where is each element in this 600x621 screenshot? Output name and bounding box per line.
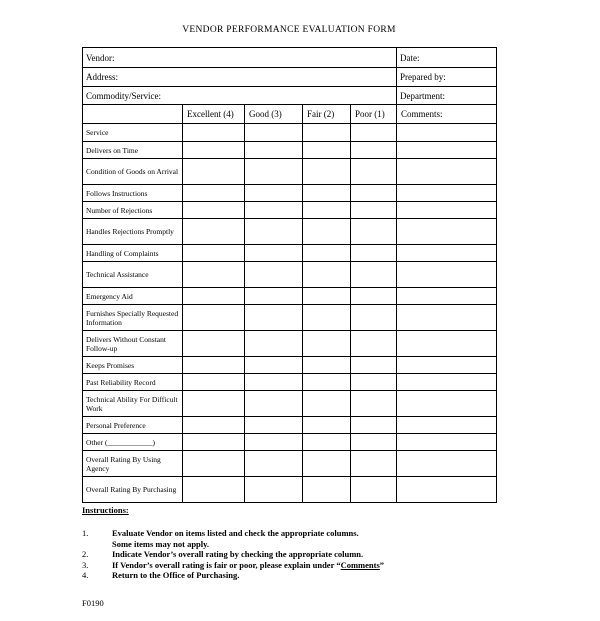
criteria-label: Technical Ability For Difficult Work <box>83 391 183 417</box>
rating-cell-fair[interactable] <box>303 477 351 503</box>
criteria-row <box>83 434 497 451</box>
instruction-item <box>82 560 512 571</box>
rating-cell-good[interactable] <box>245 185 303 202</box>
rating-cell-poor[interactable] <box>351 391 397 417</box>
form-number: F0190 <box>82 598 104 608</box>
rating-cell-fair[interactable] <box>303 357 351 374</box>
criteria-label: Condition of Goods on Arrival <box>83 159 183 185</box>
rating-cell-excellent[interactable] <box>183 417 245 434</box>
date-field[interactable]: Date: <box>397 48 497 68</box>
criteria-label: Handling of Complaints <box>83 245 183 262</box>
address-row <box>83 68 497 87</box>
rating-cell-good[interactable] <box>245 477 303 503</box>
rating-cell-excellent[interactable] <box>183 288 245 305</box>
rating-cell-fair[interactable] <box>303 142 351 159</box>
rating-cell-poor[interactable] <box>351 124 397 142</box>
rating-cell-poor[interactable] <box>351 331 397 357</box>
criteria-label: Overall Rating By Purchasing <box>83 477 183 503</box>
rating-cell-comments[interactable] <box>397 331 497 357</box>
rating-cell-comments[interactable] <box>397 434 497 451</box>
instruction-item <box>82 549 512 560</box>
rating-cell-excellent[interactable] <box>183 159 245 185</box>
rating-cell-comments[interactable] <box>397 417 497 434</box>
instruction-text-continued: Some items may not apply. <box>112 538 210 549</box>
evaluation-table <box>82 47 497 503</box>
rating-cell-poor[interactable] <box>351 451 397 477</box>
rating-cell-poor[interactable] <box>351 434 397 451</box>
column-header-poor: Poor (1) <box>351 105 397 124</box>
rating-cell-good[interactable] <box>245 124 303 142</box>
instructions-section <box>82 505 512 581</box>
rating-cell-poor[interactable] <box>351 142 397 159</box>
rating-cell-good[interactable] <box>245 305 303 331</box>
rating-cell-good[interactable] <box>245 331 303 357</box>
criteria-row <box>83 245 497 262</box>
criteria-row <box>83 331 497 357</box>
rating-cell-good[interactable] <box>245 219 303 245</box>
criteria-label: Number of Rejections <box>83 202 183 219</box>
rating-cell-comments[interactable] <box>397 159 497 185</box>
department-field[interactable]: Department: <box>397 87 497 105</box>
rating-cell-good[interactable] <box>245 374 303 391</box>
rating-cell-excellent[interactable] <box>183 262 245 288</box>
column-header-comments: Comments: <box>397 105 497 124</box>
rating-cell-poor[interactable] <box>351 417 397 434</box>
criteria-row <box>83 142 497 159</box>
rating-cell-fair[interactable] <box>303 124 351 142</box>
rating-cell-comments[interactable] <box>397 391 497 417</box>
rating-cell-poor[interactable] <box>351 288 397 305</box>
rating-cell-excellent[interactable] <box>183 124 245 142</box>
criteria-row <box>83 374 497 391</box>
rating-cell-excellent[interactable] <box>183 391 245 417</box>
criteria-row <box>83 124 497 142</box>
rating-cell-fair[interactable] <box>303 374 351 391</box>
rating-cell-fair[interactable] <box>303 185 351 202</box>
instruction-item <box>82 528 512 549</box>
criteria-label: Delivers on Time <box>83 142 183 159</box>
rating-cell-comments[interactable] <box>397 451 497 477</box>
instruction-number: 1. <box>82 528 89 538</box>
rating-cell-poor[interactable] <box>351 357 397 374</box>
rating-cell-good[interactable] <box>245 262 303 288</box>
rating-cell-comments[interactable] <box>397 477 497 503</box>
rating-cell-comments[interactable] <box>397 142 497 159</box>
criteria-label: Handles Rejections Promptly <box>83 219 183 245</box>
criteria-row <box>83 417 497 434</box>
rating-cell-good[interactable] <box>245 417 303 434</box>
instruction-text: Evaluate Vendor on items listed and check the appropriate columns. <box>112 528 359 538</box>
rating-cell-good[interactable] <box>245 288 303 305</box>
rating-cell-fair[interactable] <box>303 202 351 219</box>
criteria-row <box>83 305 497 331</box>
address-field[interactable]: Address: <box>83 68 397 87</box>
rating-cell-excellent[interactable] <box>183 477 245 503</box>
criteria-row <box>83 451 497 477</box>
comments-keyword: Comments <box>340 559 380 570</box>
criteria-label: Personal Preference <box>83 417 183 434</box>
criteria-row <box>83 477 497 503</box>
rating-cell-good[interactable] <box>245 159 303 185</box>
criteria-label: Service <box>83 124 183 142</box>
rating-cell-comments[interactable] <box>397 288 497 305</box>
instruction-text: Indicate Vendor’s overall rating by checking the appropriate column. <box>112 549 364 559</box>
rating-cell-poor[interactable] <box>351 219 397 245</box>
rating-cell-comments[interactable] <box>397 305 497 331</box>
rating-cell-fair[interactable] <box>303 219 351 245</box>
rating-cell-fair[interactable] <box>303 434 351 451</box>
rating-cell-comments[interactable] <box>397 219 497 245</box>
rating-cell-excellent[interactable] <box>183 305 245 331</box>
criteria-row <box>83 288 497 305</box>
rating-cell-poor[interactable] <box>351 202 397 219</box>
instruction-item <box>82 570 512 581</box>
rating-cell-poor[interactable] <box>351 262 397 288</box>
criteria-row <box>83 159 497 185</box>
column-header-excellent: Excellent (4) <box>183 105 245 124</box>
rating-cell-excellent[interactable] <box>183 202 245 219</box>
column-header-good: Good (3) <box>245 105 303 124</box>
instructions-heading: Instructions: <box>82 505 129 515</box>
criteria-header-cell <box>83 105 183 124</box>
criteria-label: Emergency Aid <box>83 288 183 305</box>
rating-cell-excellent[interactable] <box>183 434 245 451</box>
criteria-label: Delivers Without Constant Follow-up <box>83 331 183 357</box>
criteria-row <box>83 185 497 202</box>
rating-cell-poor[interactable] <box>351 477 397 503</box>
rating-cell-good[interactable] <box>245 451 303 477</box>
rating-cell-good[interactable] <box>245 434 303 451</box>
rating-cell-excellent[interactable] <box>183 357 245 374</box>
form-title: VENDOR PERFORMANCE EVALUATION FORM <box>182 25 396 35</box>
vendor-row <box>83 48 497 68</box>
criteria-label: Furnishes Specially Requested Information <box>83 305 183 331</box>
criteria-label: Other (____________) <box>83 434 183 451</box>
rating-cell-poor[interactable] <box>351 245 397 262</box>
rating-cell-fair[interactable] <box>303 245 351 262</box>
column-header-fair: Fair (2) <box>303 105 351 124</box>
rating-cell-good[interactable] <box>245 391 303 417</box>
criteria-row <box>83 202 497 219</box>
column-header-row <box>83 105 497 124</box>
rating-cell-comments[interactable] <box>397 262 497 288</box>
rating-cell-excellent[interactable] <box>183 185 245 202</box>
rating-cell-poor[interactable] <box>351 374 397 391</box>
instruction-text-end: ” <box>379 559 385 570</box>
rating-cell-excellent[interactable] <box>183 219 245 245</box>
criteria-label: Technical Assistance <box>83 262 183 288</box>
rating-cell-fair[interactable] <box>303 391 351 417</box>
rating-cell-excellent[interactable] <box>183 451 245 477</box>
rating-cell-good[interactable] <box>245 202 303 219</box>
criteria-label: Past Reliability Record <box>83 374 183 391</box>
rating-cell-comments[interactable] <box>397 245 497 262</box>
rating-cell-poor[interactable] <box>351 185 397 202</box>
rating-cell-good[interactable] <box>245 245 303 262</box>
rating-cell-poor[interactable] <box>351 159 397 185</box>
rating-cell-comments[interactable] <box>397 357 497 374</box>
rating-cell-fair[interactable] <box>303 451 351 477</box>
instruction-number: 2. <box>82 549 89 559</box>
rating-cell-comments[interactable] <box>397 202 497 219</box>
rating-cell-fair[interactable] <box>303 331 351 357</box>
criteria-row <box>83 262 497 288</box>
rating-cell-fair[interactable] <box>303 417 351 434</box>
criteria-label: Follows Instructions <box>83 185 183 202</box>
criteria-label: Keeps Promises <box>83 357 183 374</box>
rating-cell-excellent[interactable] <box>183 374 245 391</box>
instruction-number: 3. <box>82 559 89 570</box>
rating-cell-excellent[interactable] <box>183 142 245 159</box>
criteria-row <box>83 357 497 374</box>
rating-cell-comments[interactable] <box>397 374 497 391</box>
rating-cell-fair[interactable] <box>303 305 351 331</box>
prepared-by-field[interactable]: Prepared by: <box>397 68 497 87</box>
criteria-row <box>83 391 497 417</box>
rating-cell-fair[interactable] <box>303 159 351 185</box>
criteria-row <box>83 219 497 245</box>
commodity-row <box>83 87 497 105</box>
rating-cell-fair[interactable] <box>303 288 351 305</box>
rating-cell-comments[interactable] <box>397 124 497 142</box>
commodity-field[interactable]: Commodity/Service: <box>83 87 397 105</box>
rating-cell-good[interactable] <box>245 142 303 159</box>
rating-cell-poor[interactable] <box>351 305 397 331</box>
criteria-label: Overall Rating By Using Agency <box>83 451 183 477</box>
instruction-text: If Vendor’s overall rating is fair or poor, please explain under “ <box>112 559 341 570</box>
instruction-text: Return to the Office of Purchasing. <box>112 570 240 580</box>
rating-cell-comments[interactable] <box>397 185 497 202</box>
instruction-number: 4. <box>82 570 89 580</box>
rating-cell-fair[interactable] <box>303 262 351 288</box>
vendor-field[interactable]: Vendor: <box>83 48 397 68</box>
rating-cell-good[interactable] <box>245 357 303 374</box>
rating-cell-excellent[interactable] <box>183 331 245 357</box>
rating-cell-excellent[interactable] <box>183 245 245 262</box>
